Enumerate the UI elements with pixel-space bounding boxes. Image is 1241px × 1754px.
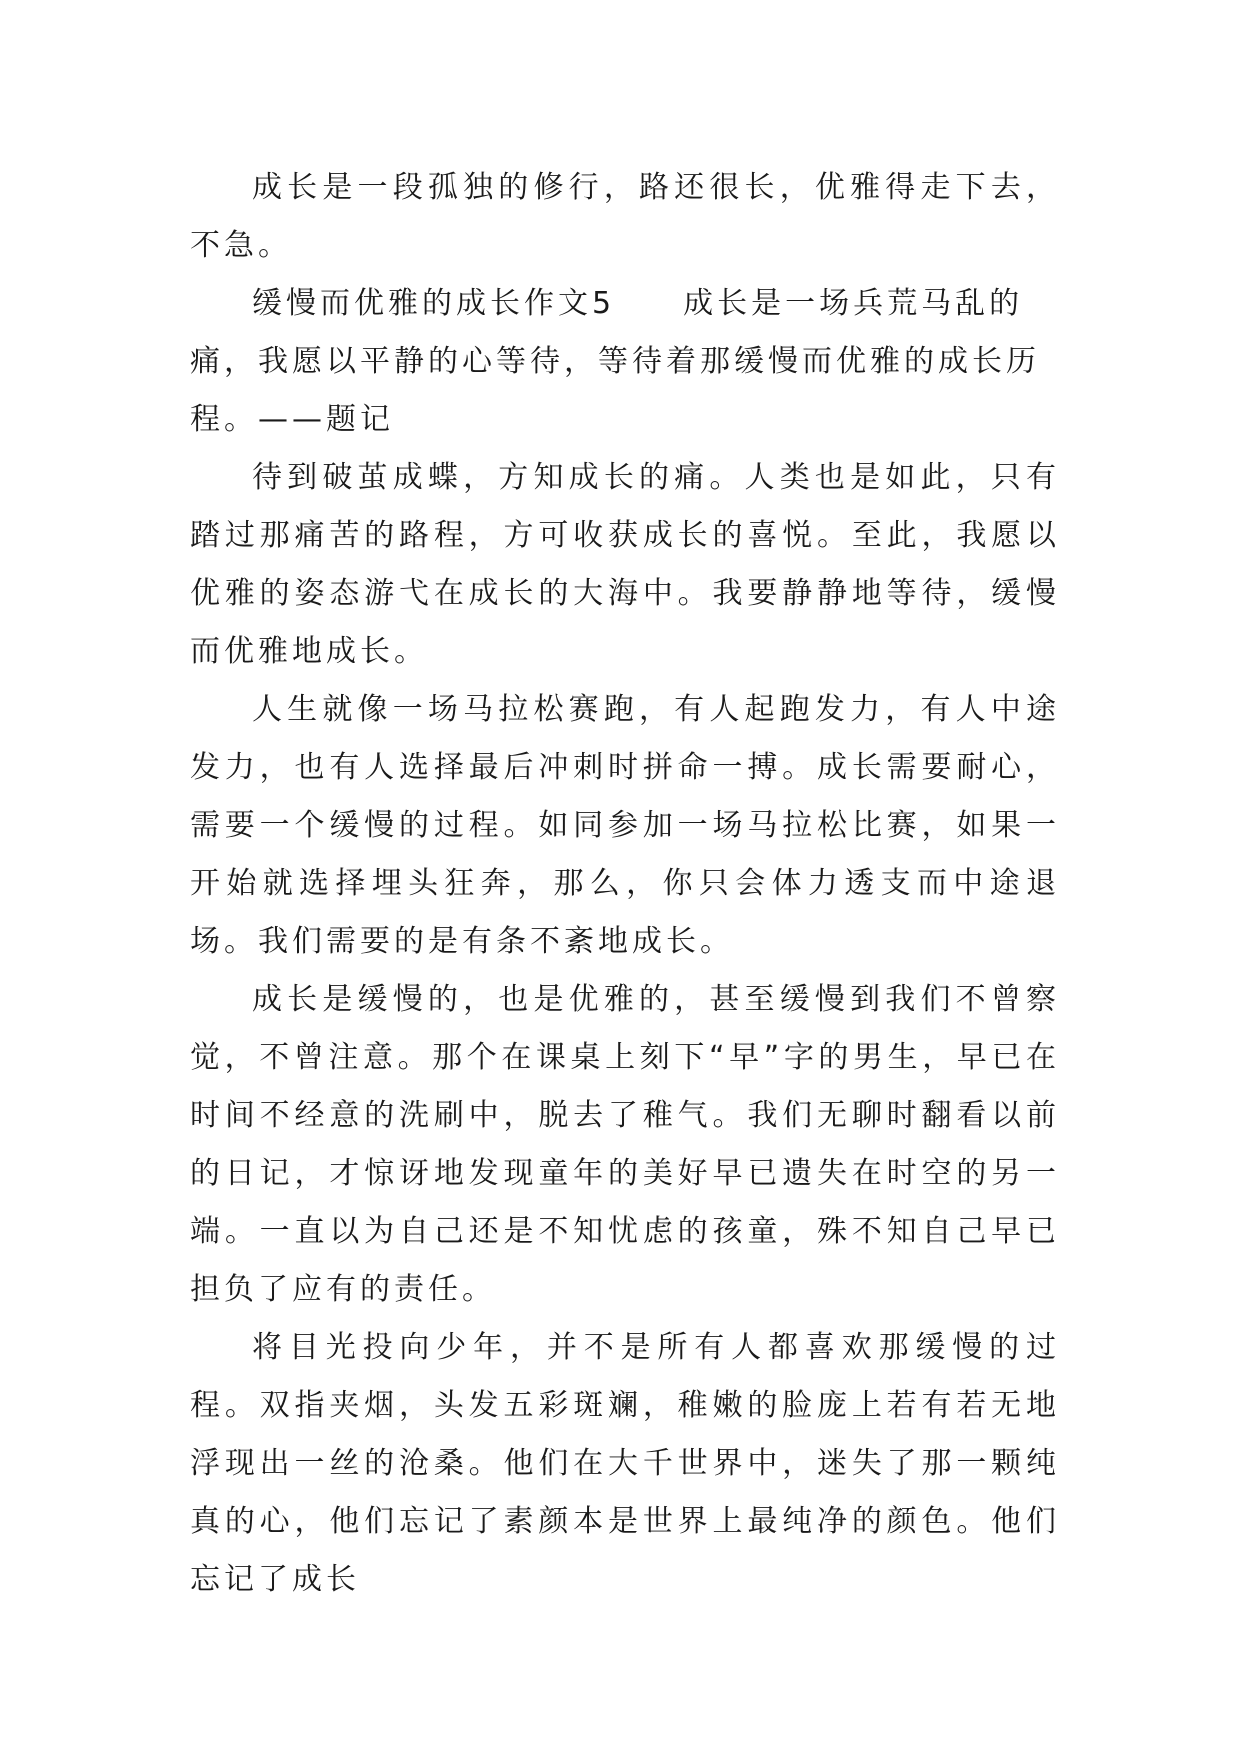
paragraph-6: 将目光投向少年，并不是所有人都喜欢那缓慢的过程。双指夹烟，头发五彩斑斓，稚嫩的脸庞上若有若无地浮现出一丝的沧桑。他们在大千世界中，迷失了那一颗纯真的心，他们忘记了素颜本是世界上最纯净的颜色。他们忘记了成长 bbox=[190, 1330, 1060, 1597]
document-body bbox=[190, 159, 1060, 1609]
paragraph-2-essay-title: 缓慢而优雅的成长作文5 成长是一场兵荒马乱的痛，我愿以平静的心等待，等待着那缓慢而优雅的成长历程。——题记 bbox=[190, 286, 1040, 437]
paragraph-3: 待到破茧成蝶，方知成长的痛。人类也是如此，只有踏过那痛苦的路程，方可收获成长的喜悦。至此，我愿以优雅的姿态游弋在成长的大海中。我要静静地等待，缓慢而优雅地成长。 bbox=[190, 460, 1060, 669]
paragraph-1: 成长是一段孤独的修行，路还很长，优雅得走下去，不急。 bbox=[190, 170, 1060, 263]
paragraph-5: 成长是缓慢的，也是优雅的，甚至缓慢到我们不曾察觉，不曾注意。那个在课桌上刻下“早”字的男生，早已在时间不经意的洗刷中，脱去了稚气。我们无聊时翻看以前的日记，才惊讶地发现童年的美好早已遗失在时空的另一端。一直以为自己还是不知忧虑的孩童，殊不知自己早已担负了应有的责任。 bbox=[190, 982, 1060, 1307]
paragraph-4: 人生就像一场马拉松赛跑，有人起跑发力，有人中途发力，也有人选择最后冲刺时拼命一搏。成长需要耐心，需要一个缓慢的过程。如同参加一场马拉松比赛，如果一开始就选择埋头狂奔，那么，你只会体力透支而中途退场。我们需要的是有条不紊地成长。 bbox=[190, 692, 1060, 959]
